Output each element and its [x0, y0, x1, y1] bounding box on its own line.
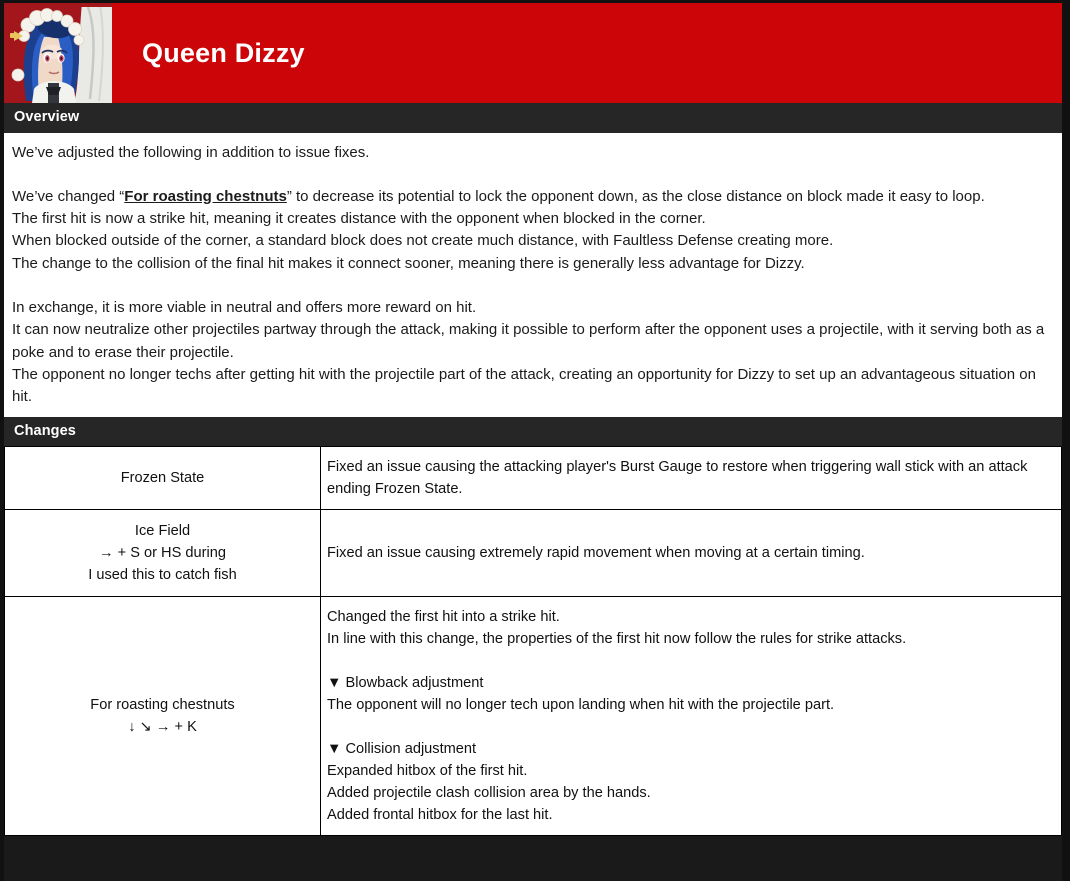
move-name: Ice Field: [134, 523, 191, 540]
change-description-cell: [321, 597, 1062, 836]
move-notation: ↓ ↘ → + K: [128, 719, 197, 736]
description-line: Expanded hitbox of the first hit.: [327, 763, 528, 780]
table-row: [5, 447, 1062, 510]
move-notation: → + S or HS during: [99, 545, 226, 562]
description-line: Changed the first hit into a strike hit.: [327, 609, 560, 626]
paragraph-spacer: [12, 275, 1054, 297]
changes-table-body: [5, 447, 1062, 836]
description-line: Added frontal hitbox for the last hit.: [327, 807, 553, 824]
change-name-cell: [5, 510, 321, 597]
changes-section-header: Changes: [4, 417, 1062, 447]
blowback-adjustment-heading: ▼ Blowback adjustment: [327, 675, 484, 692]
overview-para3-line2: It can now neutralize other projectiles partway through the attack, making it possible to perform after the opponent uses a projectile, with it serving both as a poke and to erase their projectile.: [12, 321, 1045, 361]
overview-para2-line2: The first hit is now a strike hit, meaning it creates distance with the opponent when blocked in the corner.: [12, 210, 706, 228]
overview-para2-line1: [12, 186, 1054, 208]
changes-table: [4, 446, 1062, 836]
change-name-cell: [5, 597, 321, 836]
change-description-cell: [321, 447, 1062, 510]
para2-line1-before: We’ve changed “: [12, 187, 125, 205]
description-spacer: [327, 650, 1053, 672]
page-title: Queen Dizzy: [142, 37, 305, 68]
table-row: [5, 597, 1062, 836]
description-line: Added projectile clash collision area by the hands.: [327, 785, 651, 802]
change-name-cell: [5, 447, 321, 510]
overview-para2-line3: When blocked outside of the corner, a standard block does not create much distance, with Faultless Defense creating more.: [12, 232, 834, 250]
overview-section-header: Overview: [4, 103, 1062, 133]
collision-adjustment-heading: ▼ Collision adjustment: [327, 741, 477, 758]
description-line: In line with this change, the properties of the first hit now follow the rules for strike attacks.: [327, 631, 907, 648]
move-name-emphasis: For roasting chestnuts: [124, 187, 287, 205]
character-banner: [4, 3, 1062, 103]
para2-line1-after: ” to decrease its potential to lock the opponent down, as the close distance on block made it easy to loop.: [286, 187, 985, 205]
description-line: The opponent will no longer tech upon landing when hit with the projectile part.: [327, 697, 835, 714]
change-description-cell: [321, 510, 1062, 597]
move-name: Frozen State: [120, 470, 205, 487]
table-row: [5, 510, 1062, 597]
description-spacer: [327, 716, 1053, 738]
move-name: For roasting chestnuts: [90, 697, 235, 714]
overview-body: [4, 133, 1062, 417]
paragraph-spacer: [12, 164, 1054, 186]
move-subtitle: I used this to catch fish: [88, 567, 237, 584]
overview-intro: We’ve adjusted the following in addition to issue fixes.: [12, 143, 370, 161]
dizzy-portrait-icon: [4, 3, 112, 103]
overview-para3-line1: In exchange, it is more viable in neutral and offers more reward on hit.: [12, 299, 477, 317]
overview-para3-line3: The opponent no longer techs after getting hit with the projectile part of the attack, creating an opportunity for Dizzy to set up an advantageous situation on hit.: [12, 365, 1036, 406]
description-line: Fixed an issue causing the attacking player's Burst Gauge to restore when triggering wall stick with an attack ending Frozen State.: [327, 459, 1028, 498]
overview-para2-line4: The change to the collision of the final hit makes it connect sooner, meaning there is generally less advantage for Dizzy.: [12, 254, 805, 272]
description-line: Fixed an issue causing extremely rapid movement when moving at a certain timing.: [327, 545, 865, 562]
